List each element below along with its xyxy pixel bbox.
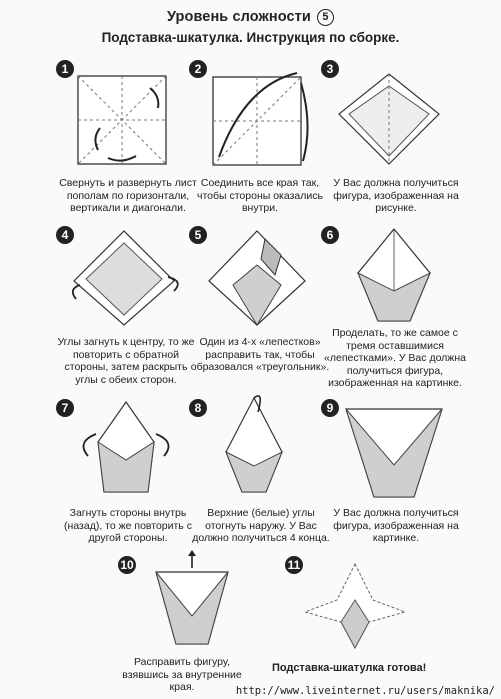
step-1-diagram: [70, 68, 180, 173]
step-8-diagram: [210, 392, 300, 498]
step-number-1: 1: [56, 60, 74, 78]
instruction-title: Подставка-шкатулка. Инструкция по сборке.: [101, 30, 400, 45]
difficulty-title: [0, 9, 501, 26]
step-7-caption: Загнуть стороны внутрь (назад), то же повторить с другой стороны.: [64, 507, 192, 544]
step-2-caption: Соединить все края так, чтобы стороны оказались внутри.: [197, 177, 323, 214]
step-number-7: 7: [56, 399, 74, 417]
step-10-diagram: [148, 550, 238, 650]
step-number-2: 2: [189, 60, 207, 78]
step-number-4: 4: [56, 226, 74, 244]
difficulty-level-badge: 5: [317, 9, 334, 26]
step-number-11: 11: [285, 556, 303, 574]
step-number-10: 10: [118, 556, 136, 574]
step-5-caption: Один из 4-х «лепестков» расправить так, чтобы образовался «треугольник».: [190, 336, 330, 373]
step-4-diagram: [68, 225, 188, 330]
footer-url[interactable]: http://www.liveinternet.ru/users/maknika/: [235, 685, 495, 697]
step-number-6: 6: [321, 226, 339, 244]
step-10-caption: Расправить фигуру, взявшись за внутренние края.: [122, 656, 242, 693]
step-6-diagram: [350, 225, 440, 330]
step-number-9: 9: [321, 399, 339, 417]
step-3-diagram: [335, 68, 445, 168]
step-11-diagram: [295, 560, 415, 652]
step-8-caption: Верхние (белые) углы отогнуть наружу. У Вас должно получиться 4 конца.: [192, 507, 330, 544]
step-4-caption: Углы загнуть к центру, то же повторить с обратной стороны, затем раскрыть углы с обеих сторон.: [57, 336, 195, 386]
step-number-3: 3: [321, 60, 339, 78]
step-9-caption: У Вас должна получиться фигура, изображенная на картинке.: [333, 507, 459, 544]
step-2-diagram: [205, 65, 315, 170]
final-caption: Подставка-шкатулка готова!: [272, 662, 427, 674]
step-9-diagram: [338, 405, 448, 500]
step-6-caption: Проделать, то же самое с тремя оставшимися «лепестками». У Вас должна получиться фигура, изображенная на картинке.: [324, 327, 466, 389]
step-1-caption: Свернуть и развернуть лист пополам по горизонтали, вертикали и диагонали.: [59, 177, 197, 214]
step-number-8: 8: [189, 399, 207, 417]
step-number-5: 5: [189, 226, 207, 244]
step-7-diagram: [72, 398, 182, 498]
step-5-diagram: [205, 225, 315, 330]
step-3-caption: У Вас должна получиться фигура, изображенная на рисунке.: [333, 177, 459, 214]
difficulty-label: Уровень сложности: [166, 9, 311, 25]
